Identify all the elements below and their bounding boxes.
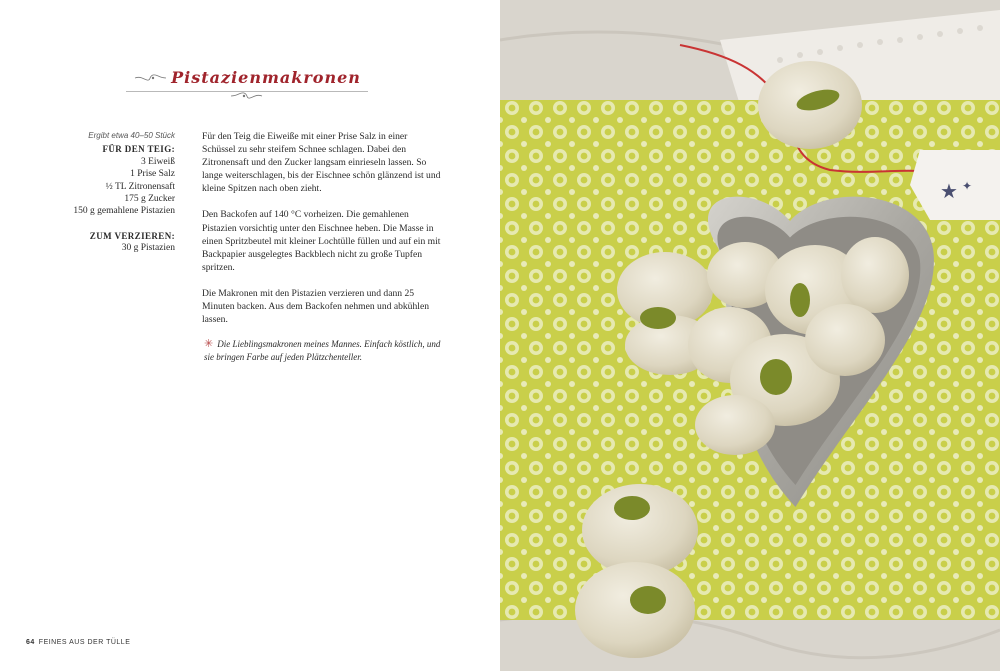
flourish-left-icon: [133, 72, 167, 84]
ingredient-item: 30 g Pistazien: [121, 243, 175, 254]
macaron-cookie: [758, 61, 862, 149]
flourish-right-icon: [230, 90, 264, 102]
ingredient-item: 150 g gemahlene Pistazien: [73, 206, 175, 217]
ingredient-list: [40, 130, 175, 255]
ingredient-item: 3 Eiweiß: [140, 156, 175, 167]
method-step: Die Makronen mit den Pistazien verzieren und dann 25 Minuten backen. Aus dem Backofen nehmen und abkühlen lassen.: [202, 287, 429, 326]
photo-illustration: [500, 0, 1000, 671]
dough-heading: FÜR DEN TEIG:: [102, 144, 175, 155]
method-text: [202, 130, 442, 339]
tip-text: Die Lieblingsmakronen meines Mannes. Einfach köstlich, und sie bringen Farbe auf jeden Plätzchenteller.: [204, 339, 441, 363]
ingredient-item: 175 g Zucker: [124, 194, 175, 205]
ingredient-item: 1 Prise Salz: [130, 169, 175, 180]
yield-text: Ergibt etwa 40–50 Stück: [88, 131, 175, 140]
method-step: Für den Teig die Eiweiße mit einer Prise Salz in einer Schüssel zu sehr steifem Schnee schlagen. Dabei den Zitronensaft und den Zucker langsam einrieseln lassen. So lange weiterschlagen, bis der Eischnee schön glänzend ist und kleine Spitzen nach oben zieht.: [202, 131, 441, 195]
title-block: [126, 68, 368, 105]
svg-text:✦: ✦: [962, 179, 973, 193]
page-number: 64: [26, 639, 35, 646]
decor-heading: ZUM VERZIEREN:: [89, 230, 175, 241]
page-footer: [26, 639, 130, 646]
recipe-title: Pistazienmakronen: [171, 68, 361, 87]
section-name: FEINES AUS DER TÜLLE: [38, 639, 131, 646]
method-step: Den Backofen auf 140 °C vorheizen. Die gemahlenen Pistazien vorsichtig unter den Eischnee heben. Die Masse in einen Spritzbeutel mit kleiner Lochtülle füllen und auf ein mit Backpapier ausgelegtes Backblech nicht zu große Tupfen spritzen.: [202, 209, 441, 273]
tip-note: [204, 338, 444, 364]
ingredient-item: ½ TL Zitronensaft: [105, 181, 175, 192]
title-rule: [126, 91, 368, 92]
snowflake-asterisk-icon: ✳: [204, 338, 214, 350]
recipe-photo: [500, 0, 1000, 671]
svg-text:★: ★: [940, 179, 958, 203]
